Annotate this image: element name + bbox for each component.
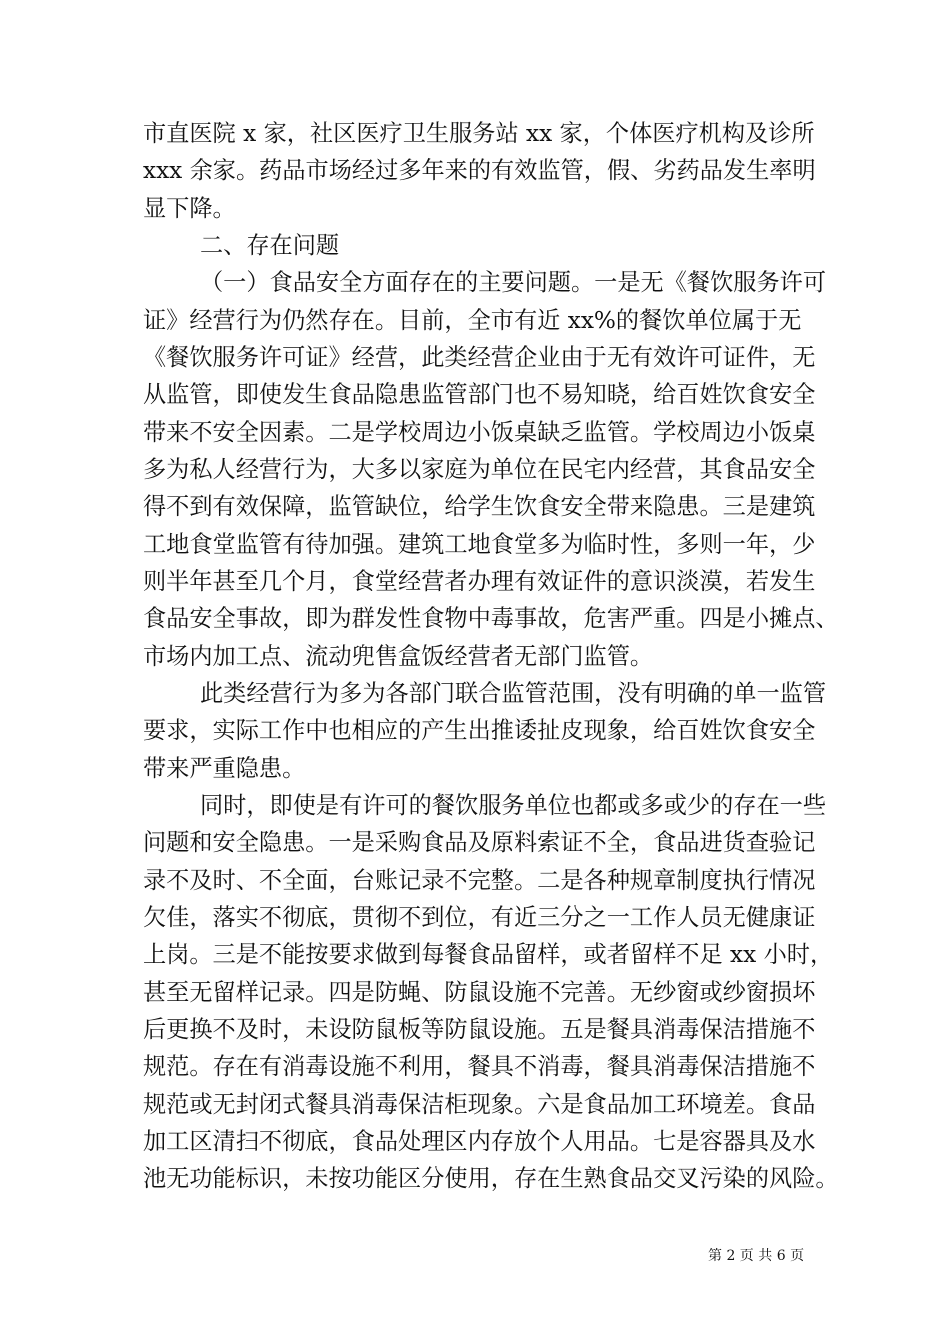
text-line: 加工区清扫不彻底，食品处理区内存放个人用品。七是容器具及水 bbox=[143, 1128, 816, 1155]
text-line: 欠佳，落实不彻底，贯彻不到位，有近三分之一工作人员无健康证 bbox=[143, 904, 816, 931]
text-line: （一）食品安全方面存在的主要问题。一是无《餐饮服务许可 bbox=[200, 269, 827, 296]
text-line: 证》经营行为仍然存在。目前，全市有近 xx%的餐饮单位属于无 bbox=[143, 307, 802, 334]
section-heading: 二、存在问题 bbox=[200, 232, 340, 259]
text-line: 从监管，即使发生食品隐患监管部门也不易知晓，给百姓饮食安全 bbox=[143, 381, 816, 408]
text-line: 录不及时、不全面，台账记录不完整。二是各种规章制度执行情况 bbox=[143, 867, 816, 894]
text-line: xxx 余家。药品市场经过多年来的有效监管，假、劣药品发生率明 bbox=[143, 157, 816, 184]
text-line: 多为私人经营行为，大多以家庭为单位在民宅内经营，其食品安全 bbox=[143, 456, 816, 483]
text-line: 此类经营行为多为各部门联合监管范围，没有明确的单一监管 bbox=[200, 680, 827, 707]
text-line: 显下降。 bbox=[143, 195, 236, 222]
page-number: 第 2 页 共 6 页 bbox=[708, 1248, 805, 1264]
text-line: 上岗。三是不能按要求做到每餐食品留样，或者留样不足 xx 小时， bbox=[143, 941, 834, 968]
text-line: 规范或无封闭式餐具消毒保洁柜现象。六是食品加工环境差。食品 bbox=[143, 1091, 816, 1118]
text-line: 同时，即使是有许可的餐饮服务单位也都或多或少的存在一些 bbox=[200, 792, 827, 819]
text-line: 则半年甚至几个月，食堂经营者办理有效证件的意识淡漠，若发生 bbox=[143, 568, 816, 595]
text-line: 问题和安全隐患。一是采购食品及原料索证不全，食品进货查验记 bbox=[143, 829, 816, 856]
text-line: 后更换不及时，未设防鼠板等防鼠设施。五是餐具消毒保洁措施不 bbox=[143, 1016, 816, 1043]
text-line: 池无功能标识，未按功能区分使用，存在生熟食品交叉污染的风险。 bbox=[143, 1165, 839, 1192]
text-line: 甚至无留样记录。四是防蝇、防鼠设施不完善。无纱窗或纱窗损坏 bbox=[143, 979, 816, 1006]
text-line: 要求，实际工作中也相应的产生出推诿扯皮现象，给百姓饮食安全 bbox=[143, 717, 816, 744]
text-line: 食品安全事故，即为群发性食物中毒事故，危害严重。四是小摊点、 bbox=[143, 605, 839, 632]
text-line: 《餐饮服务许可证》经营，此类经营企业由于无有效许可证件，无 bbox=[143, 344, 816, 371]
text-line: 带来不安全因素。二是学校周边小饭桌缺乏监管。学校周边小饭桌 bbox=[143, 419, 816, 446]
text-line: 带来严重隐患。 bbox=[143, 755, 306, 782]
text-line: 市场内加工点、流动兜售盒饭经营者无部门监管。 bbox=[143, 643, 654, 670]
text-line: 规范。存在有消毒设施不利用，餐具不消毒，餐具消毒保洁措施不 bbox=[143, 1053, 816, 1080]
text-line: 得不到有效保障，监管缺位，给学生饮食安全带来隐患。三是建筑 bbox=[143, 493, 816, 520]
text-line: 市直医院 x 家，社区医疗卫生服务站 xx 家，个体医疗机构及诊所 bbox=[143, 120, 815, 147]
text-line: 工地食堂监管有待加强。建筑工地食堂多为临时性，多则一年，少 bbox=[143, 531, 816, 558]
